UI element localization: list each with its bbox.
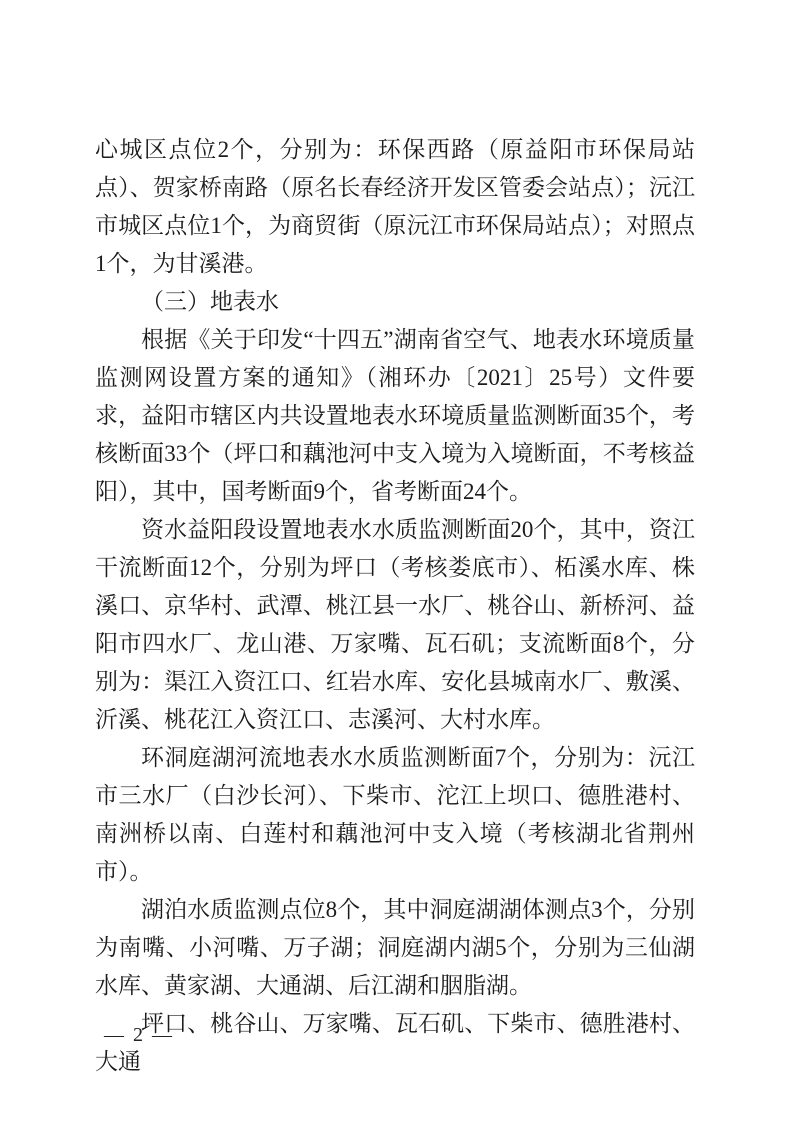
document-body	[95, 131, 695, 1081]
paragraph-monitoring-network: 根据《关于印发“十四五”湖南省空气、地表水环境质量监测网设置方案的通知》（湘环办〔2021〕25号）文件要求，益阳市辖区内共设置地表水环境质量监测断面35个，考核断面33个（坪口和藕池河中支入境为入境断面，不考核益阳），其中，国考断面9个，省考断面24个。	[95, 327, 695, 504]
page-number: — 2 —	[104, 1024, 174, 1046]
section-heading: （三）地表水	[141, 289, 279, 314]
paragraph-zishui-sections: 资水益阳段设置地表水水质监测断面20个，其中，资江干流断面12个，分别为坪口（考核娄底市）、柘溪水库、株溪口、京华村、武潭、桃江县一水厂、桃谷山、新桥河、益阳市四水厂、龙山港、万家嘴、瓦石矶；支流断面8个，分别为：渠江入资江口、红岩水库、安化县城南水厂、敷溪、沂溪、桃花江入资江口、志溪河、大村水库。	[95, 517, 695, 732]
paragraph-continuation: 心城区点位2个，分别为：环保西路（原益阳市环保局站点）、贺家桥南路（原名长春经济开发区管委会站点）；沅江市城区点位1个，为商贸街（原沅江市环保局站点）；对照点1个，为甘溪港。	[95, 137, 695, 276]
paragraph-dongting-river-sections: 环洞庭湖河流地表水水质监测断面7个，分别为：沅江市三水厂（白沙长河）、下柴市、沱江上坝口、德胜港村、南洲桥以南、白莲村和藕池河中支入境（考核湖北省荆州市）。	[95, 745, 695, 884]
paragraph-last-partial: 坪口、桃谷山、万家嘴、瓦石矶、下柴市、德胜港村、大通	[95, 1011, 695, 1074]
paragraph-lake-monitoring-points: 湖泊水质监测点位8个，其中洞庭湖湖体测点3个，分别为南嘴、小河嘴、万子湖；洞庭湖内湖5个，分别为三仙湖水库、黄家湖、大通湖、后江湖和胭脂湖。	[95, 897, 695, 998]
